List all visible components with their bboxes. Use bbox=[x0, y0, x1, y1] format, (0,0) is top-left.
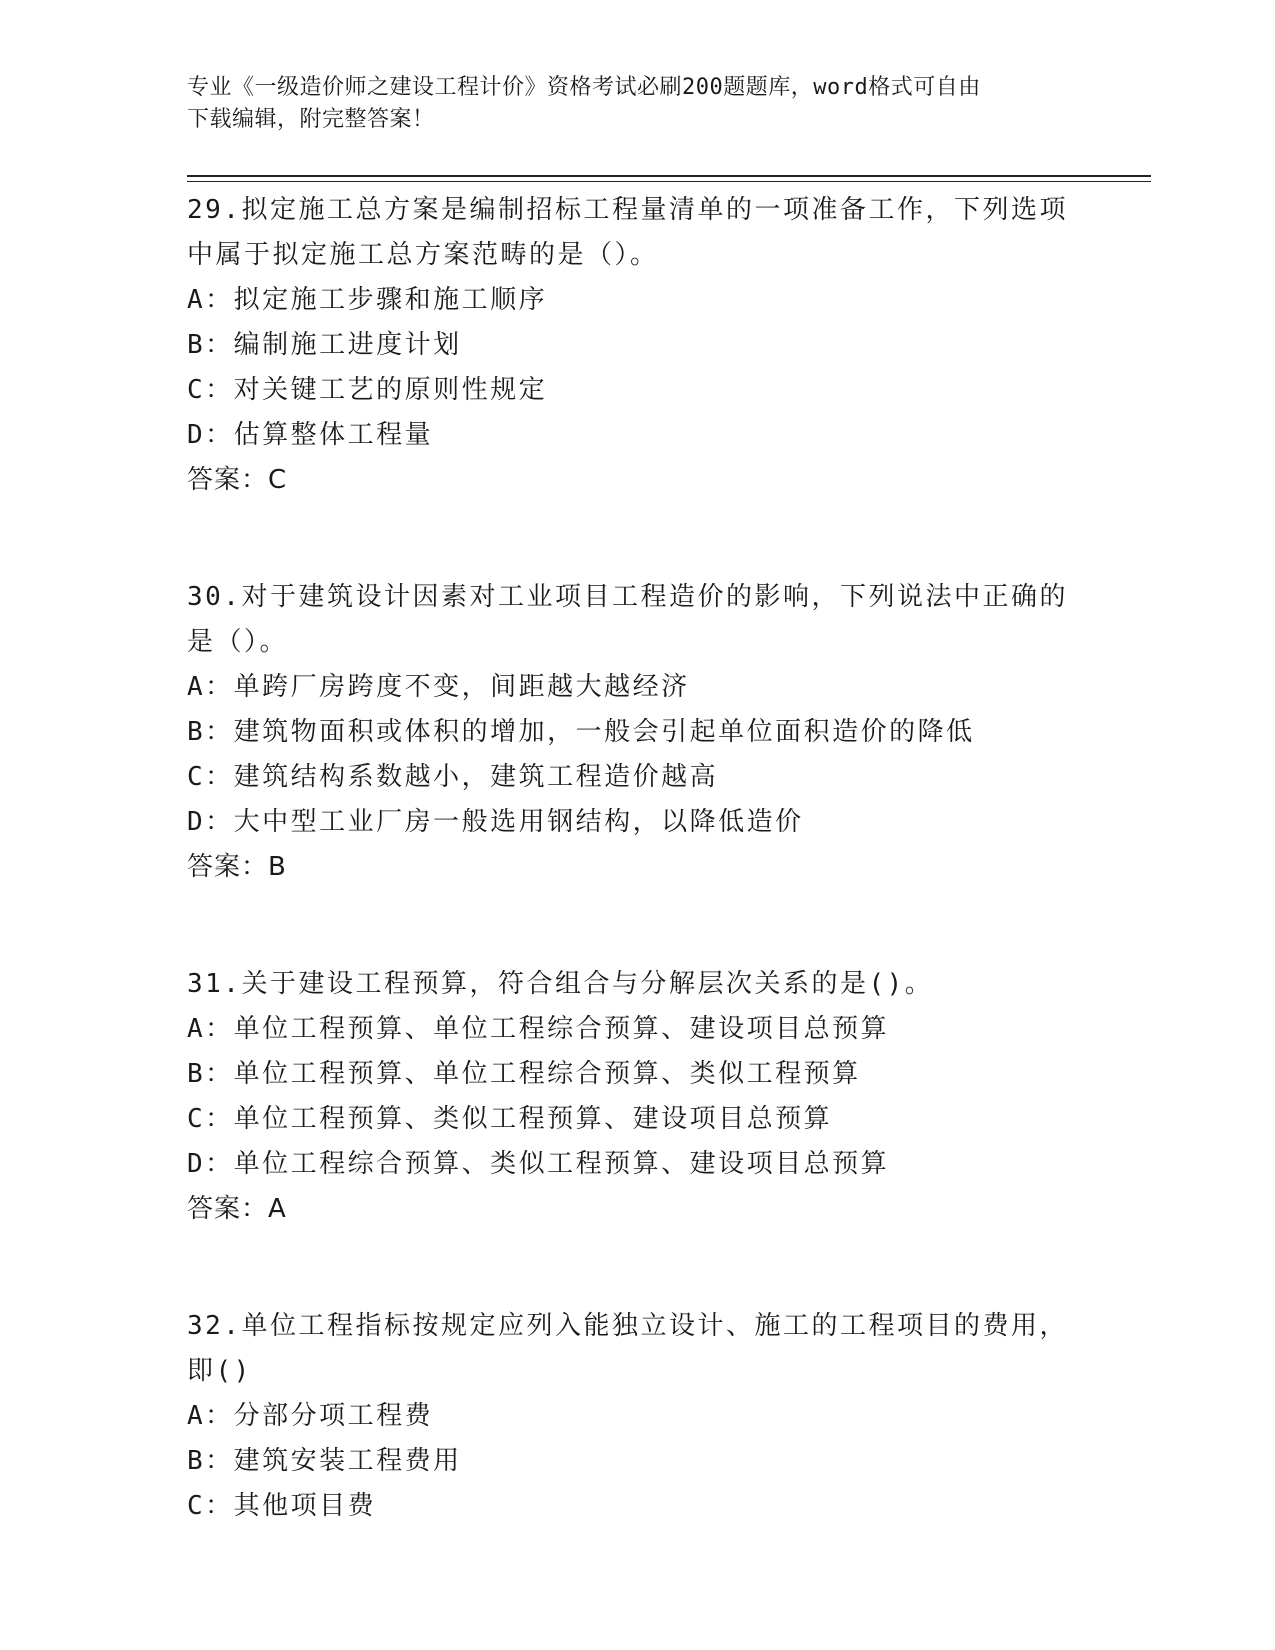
header-line-1: 专业《一级造价师之建设工程计价》资格考试必刷200题题库，word格式可自由 bbox=[187, 75, 981, 100]
question-stem: 32.单位工程指标按规定应列入能独立设计、施工的工程项目的费用， bbox=[187, 1311, 1068, 1341]
option-c: C：其他项目费 bbox=[187, 1491, 377, 1521]
question-31 bbox=[187, 962, 1087, 1232]
question-29 bbox=[187, 188, 1087, 503]
question-spacer bbox=[187, 1232, 1087, 1304]
question-stem: 31.关于建设工程预算，符合组合与分解层次关系的是()。 bbox=[187, 969, 934, 999]
option-b: B：单位工程预算、单位工程综合预算、类似工程预算 bbox=[187, 1059, 861, 1089]
question-stem: 即() bbox=[187, 1356, 252, 1386]
answer-label: 答案：B bbox=[187, 852, 287, 882]
header-line-2: 下载编辑，附完整答案！ bbox=[187, 107, 435, 132]
option-c: C：单位工程预算、类似工程预算、建设项目总预算 bbox=[187, 1104, 833, 1134]
question-stem: 30.对于建筑设计因素对工业项目工程造价的影响，下列说法中正确的 bbox=[187, 582, 1068, 612]
question-stem: 是（）。 bbox=[187, 627, 289, 657]
document-header bbox=[187, 72, 1087, 136]
option-d: D：估算整体工程量 bbox=[187, 420, 434, 450]
question-stem: 中属于拟定施工总方案范畴的是（）。 bbox=[187, 240, 659, 270]
answer-label: 答案：C bbox=[187, 465, 288, 495]
option-d: D：大中型工业厂房一般选用钢结构，以降低造价 bbox=[187, 807, 804, 837]
option-a: A：单位工程预算、单位工程综合预算、建设项目总预算 bbox=[187, 1014, 890, 1044]
option-c: C：建筑结构系数越小，建筑工程造价越高 bbox=[187, 762, 719, 792]
question-32 bbox=[187, 1304, 1087, 1529]
header-divider-thick bbox=[187, 175, 1151, 177]
option-a: A：分部分项工程费 bbox=[187, 1401, 434, 1431]
question-list bbox=[187, 188, 1087, 1529]
question-30 bbox=[187, 575, 1087, 890]
option-a: A：拟定施工步骤和施工顺序 bbox=[187, 285, 548, 315]
question-spacer bbox=[187, 503, 1087, 575]
question-stem: 29.拟定施工总方案是编制招标工程量清单的一项准备工作，下列选项 bbox=[187, 195, 1068, 225]
header-divider-thin bbox=[187, 181, 1151, 182]
question-spacer bbox=[187, 890, 1087, 962]
option-c: C：对关键工艺的原则性规定 bbox=[187, 375, 548, 405]
option-b: B：建筑物面积或体积的增加，一般会引起单位面积造价的降低 bbox=[187, 717, 975, 747]
option-a: A：单跨厂房跨度不变，间距越大越经济 bbox=[187, 672, 690, 702]
option-d: D：单位工程综合预算、类似工程预算、建设项目总预算 bbox=[187, 1149, 890, 1179]
option-b: B：编制施工进度计划 bbox=[187, 330, 462, 360]
answer-label: 答案：A bbox=[187, 1194, 287, 1224]
option-b: B：建筑安装工程费用 bbox=[187, 1446, 462, 1476]
